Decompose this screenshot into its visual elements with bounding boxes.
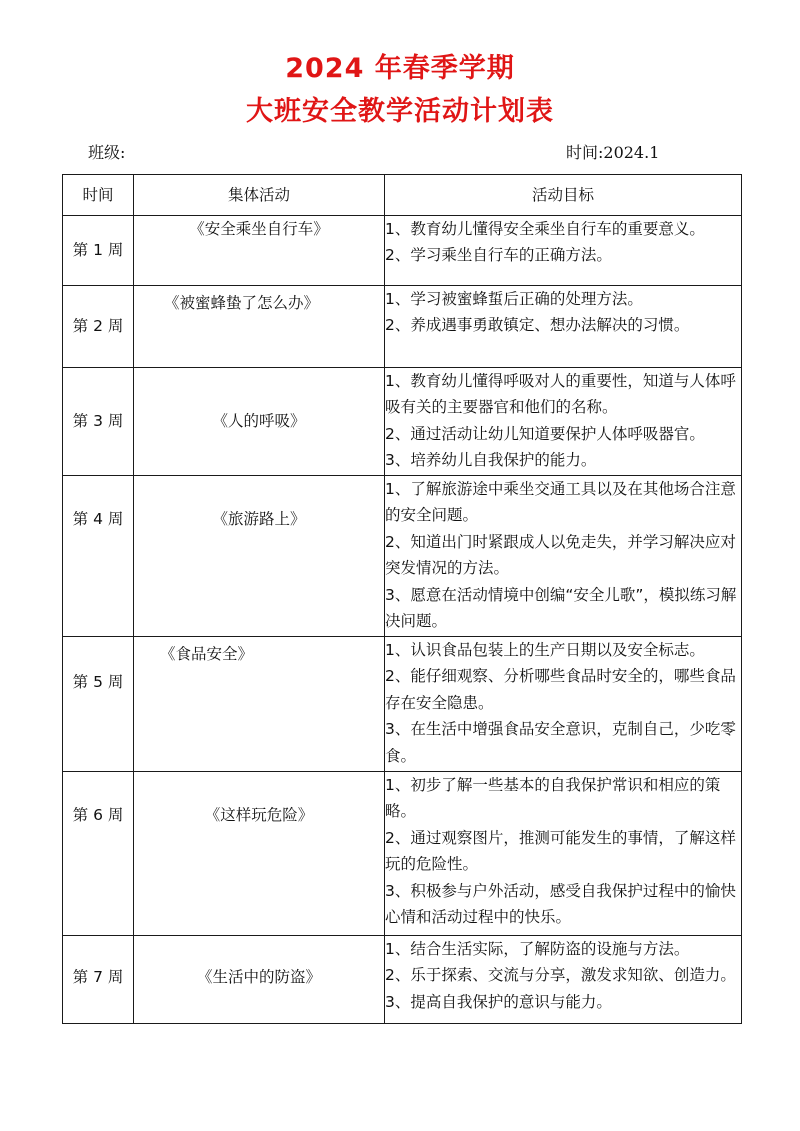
goal-item: 1、教育幼儿懂得安全乘坐自行车的重要意义。 xyxy=(385,220,705,238)
week-cell: 第 4 周 xyxy=(63,476,134,637)
activity-plan-table xyxy=(62,174,742,1024)
table-row xyxy=(63,936,742,1024)
week-cell: 第 3 周 xyxy=(63,368,134,476)
goal-item: 3、培养幼儿自我保护的能力。 xyxy=(385,451,597,470)
table-row xyxy=(63,286,742,368)
table-row xyxy=(63,368,742,476)
goal-item: 2、养成遇事勇敢镇定、想办法解决的习惯。 xyxy=(385,316,690,335)
goal-item: 2、学习乘坐自行车的正确方法。 xyxy=(385,246,612,265)
goal-item: 2、通过观察图片，推测可能发生的事情，了解这样玩的危险性。 xyxy=(385,828,736,874)
goal-cell xyxy=(385,772,742,936)
goal-cell xyxy=(385,936,742,1024)
goal-cell xyxy=(385,637,742,772)
goal-item: 3、在生活中增强食品安全意识，克制自己，少吃零食。 xyxy=(385,720,736,765)
title-line-1: 2024 年春季学期 xyxy=(285,53,515,84)
activity-cell: 《安全乘坐自行车》 xyxy=(134,216,385,286)
table-row xyxy=(63,476,742,637)
header-goal: 活动目标 xyxy=(385,175,742,216)
time-label: 时间:2024.1 xyxy=(566,143,660,162)
activity-cell: 《旅游路上》 xyxy=(134,476,385,637)
goal-item: 3、提高自我保护的意识与能力。 xyxy=(385,992,612,1011)
activity-cell: 《食品安全》 xyxy=(134,637,385,772)
goal-cell xyxy=(385,216,742,286)
goal-item: 2、通过活动让幼儿知道要保护人体呼吸器官。 xyxy=(385,424,705,443)
goal-item: 1、学习被蜜蜂蜇后正确的处理方法。 xyxy=(385,290,643,308)
goal-item: 1、教育幼儿懂得呼吸对人的重要性，知道与人体呼吸有关的主要器官和他们的名称。 xyxy=(385,372,736,417)
week-cell: 第 1 周 xyxy=(63,216,134,286)
table-header-row xyxy=(63,175,742,216)
activity-cell: 《人的呼吸》 xyxy=(134,368,385,476)
goal-item: 2、知道出门时紧跟成人以免走失，并学习解决应对突发情况的方法。 xyxy=(385,532,736,578)
goal-item: 1、了解旅游途中乘坐交通工具以及在其他场合注意的安全问题。 xyxy=(385,480,736,525)
goal-item: 2、乐于探索、交流与分享，激发求知欲、创造力。 xyxy=(385,966,736,985)
week-cell: 第 5 周 xyxy=(63,637,134,772)
goal-cell xyxy=(385,368,742,476)
header-week: 时间 xyxy=(63,175,134,216)
activity-cell: 《这样玩危险》 xyxy=(134,772,385,936)
goal-cell xyxy=(385,476,742,637)
table-row xyxy=(63,637,742,772)
goal-item: 3、愿意在活动情境中创编“安全儿歌”，模拟练习解决问题。 xyxy=(385,585,737,631)
week-cell: 第 7 周 xyxy=(63,936,134,1024)
table-row xyxy=(63,772,742,936)
title-line-2: 大班安全教学活动计划表 xyxy=(246,96,554,127)
header-activity: 集体活动 xyxy=(134,175,385,216)
activity-cell: 《被蜜蜂蛰了怎么办》 xyxy=(134,286,385,368)
goal-item: 1、初步了解一些基本的自我保护常识和相应的策略。 xyxy=(385,776,721,821)
activity-cell: 《生活中的防盗》 xyxy=(134,936,385,1024)
table-row xyxy=(63,216,742,286)
class-label: 班级: xyxy=(88,143,126,162)
goal-cell xyxy=(385,286,742,368)
week-cell: 第 2 周 xyxy=(63,286,134,368)
goal-item: 3、积极参与户外活动，感受自我保护过程中的愉快心情和活动过程中的快乐。 xyxy=(385,881,736,927)
goal-item: 1、结合生活实际，了解防盗的设施与方法。 xyxy=(385,940,690,958)
goal-item: 1、认识食品包装上的生产日期以及安全标志。 xyxy=(385,641,705,659)
week-cell: 第 6 周 xyxy=(63,772,134,936)
goal-item: 2、能仔细观察、分析哪些食品时安全的，哪些食品存在安全隐患。 xyxy=(385,667,736,712)
